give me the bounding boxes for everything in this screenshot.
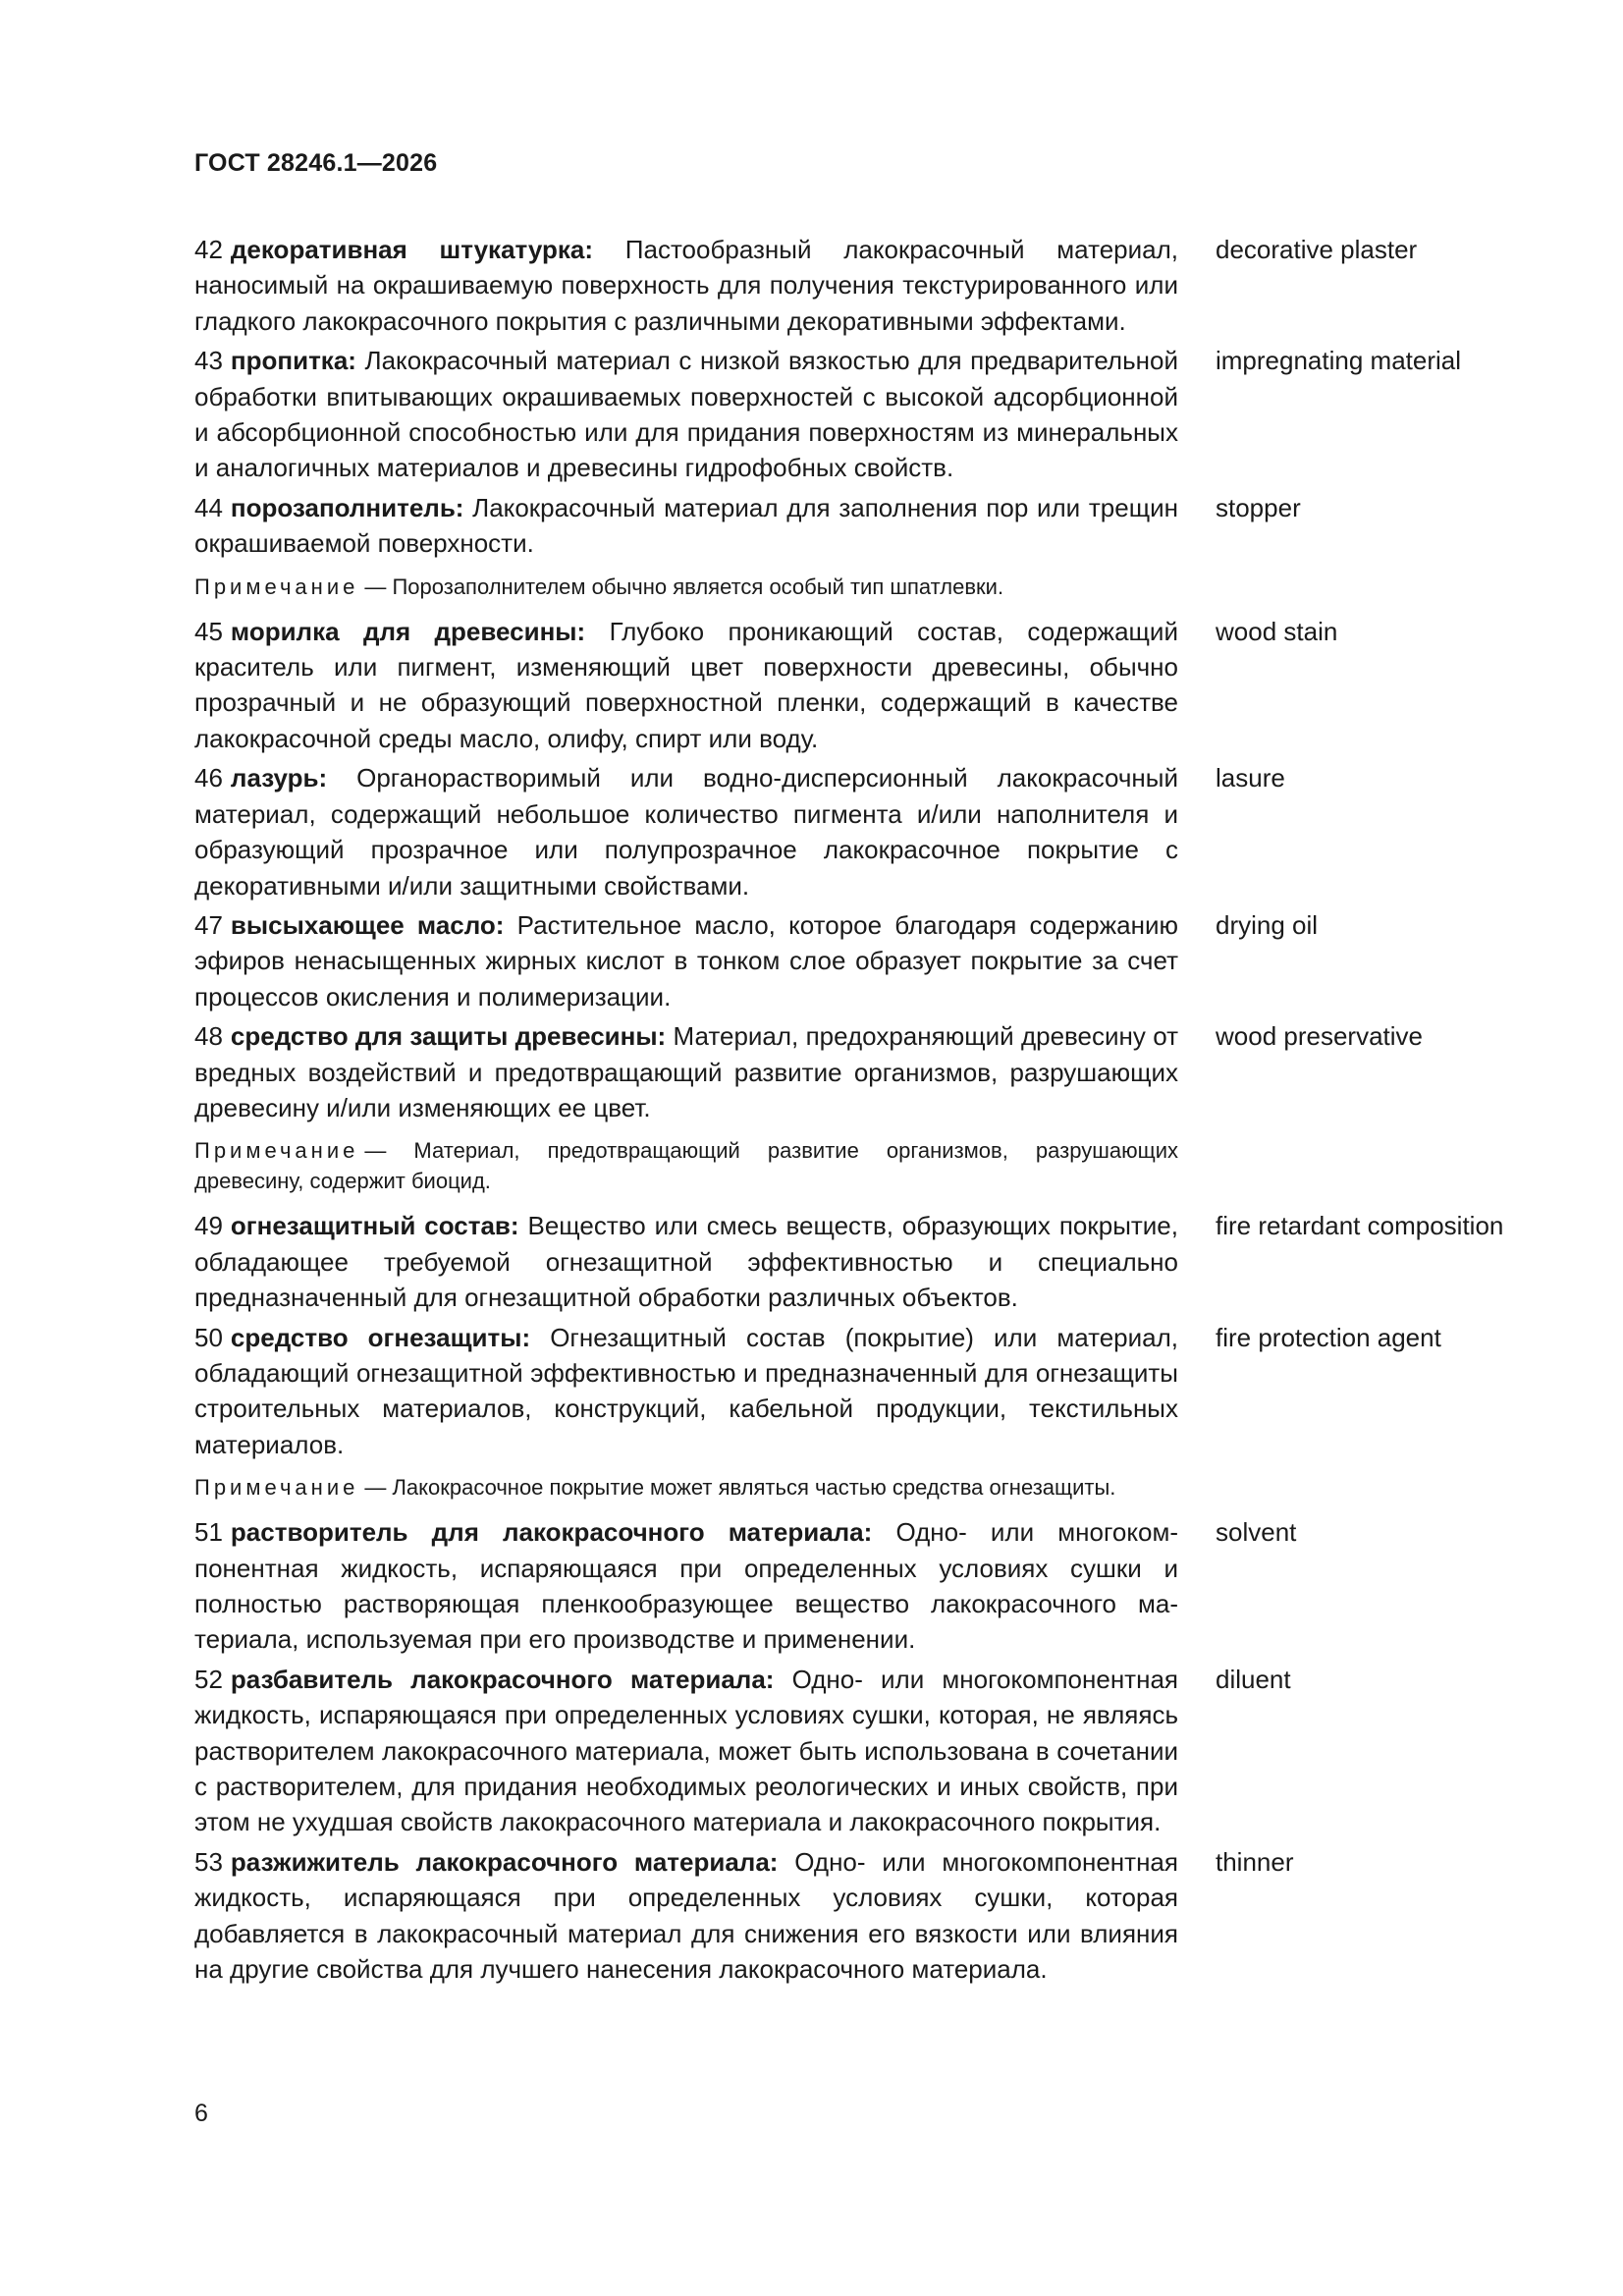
terms-list (194, 232, 1559, 1991)
note-text: — Лакокрасочное покрытие может являться частью средства огнезащиты. (364, 1475, 1116, 1501)
term-note (194, 572, 1178, 602)
term-definition-text: Лакокрасочный материал для заполнения пор или трещин окрашиваемой поверхности. (194, 492, 1178, 559)
term-number: 46 (194, 763, 223, 793)
term-name: растворитель для лакокрасочного материала: (230, 1517, 873, 1548)
term-name: огнезащитный состав: (230, 1211, 519, 1241)
term-entry (194, 1844, 1559, 1988)
term-entry (194, 907, 1559, 1014)
term-definition-text: Пастообразный лакокрасочный материал, наносимый на окрашиваемую поверхность для получения текстурированного или гладкого лакокрасочного покрытия с различными декоративными эффектами. (194, 235, 1178, 336)
note-text: — Материал, предотвращающий развитие организмов, разрушающих древесину, содержит биоцид. (194, 1138, 1178, 1194)
term-english-equivalent: lasure (1216, 763, 1285, 793)
term-name: средство огнезащиты: (230, 1322, 531, 1352)
term-name: морилка для древесины: (230, 616, 586, 646)
term-definition (194, 232, 1178, 339)
term-definition (194, 1208, 1178, 1315)
term-number: 47 (194, 909, 223, 940)
term-definition-text: Органорастворимый или водно-дисперсионный лакокрасочный материал, содержащий небольшое количество пигмента и/или наполнителя и образующий прозрачное или полупрозрачное лакокрасочное покрытие с декоративными и/или защитными свойствами. (194, 763, 1178, 901)
term-entry (194, 490, 1559, 562)
term-definition-text: Растительное масло, которое благодаря содержанию эфиров ненасыщенных жирных кислот в тонком слое образует покрытие за счет процессов окисления и полимеризации. (194, 909, 1178, 1011)
term-number: 48 (194, 1021, 223, 1052)
term-english-equivalent: impregnating material (1216, 346, 1462, 376)
term-number: 43 (194, 346, 223, 376)
term-number: 42 (194, 235, 223, 264)
term-definition-text: Вещество или смесь веществ, образующих покрытие, обладающее требуемой огнезащитной эффективностью и специально предназначенный для огнезащитной обработки различных объектов. (194, 1211, 1178, 1313)
term-definition (194, 760, 1178, 903)
term-entry (194, 1514, 1559, 1658)
term-definition (194, 1844, 1178, 1988)
term-name: средство для защиты древесины: (230, 1021, 667, 1052)
term-entry (194, 1018, 1559, 1125)
term-entry (194, 614, 1559, 757)
term-name: высыхающее масло: (230, 909, 505, 940)
term-english-equivalent: fire retardant composition (1216, 1211, 1504, 1241)
term-number: 45 (194, 616, 223, 646)
term-entry (194, 1208, 1559, 1315)
term-number: 50 (194, 1322, 223, 1352)
page-number: 6 (194, 2100, 208, 2127)
term-entry (194, 1662, 1559, 1840)
term-definition (194, 1018, 1178, 1125)
term-definition (194, 490, 1178, 562)
term-definition-text: Лакокрасочный материал с низкой вязкостью для предварительной обработки впитывающих окрашиваемых поверхностей с высокой адсорбционной и абсорбционной способностью или для придания поверхностям из минеральных и аналогичных материалов и древесины гидрофобных свойств. (194, 346, 1178, 483)
term-definition (194, 907, 1178, 1014)
term-number: 44 (194, 492, 223, 522)
term-name: разжижитель лакокрасочного материала: (230, 1846, 779, 1877)
term-note (194, 1135, 1178, 1196)
term-entry (194, 1320, 1559, 1463)
term-definition-text: Одно- или многокомпонентная жидкость, испаряющаяся при определенных условиях сушки, которая добавляется в лакокрасочный материал для снижения его вязкости или влияния на другие свойства для лучшего нанесения лакокрасочного материала. (194, 1846, 1178, 1985)
note-label: Примечание (194, 1475, 359, 1501)
term-english-equivalent: diluent (1216, 1664, 1291, 1694)
term-definition (194, 343, 1178, 486)
term-number: 52 (194, 1664, 223, 1694)
term-definition-text: Одно- или многокомпонентная жидкость, испаряющаяся при определенных условиях сушки, которая, не являясь растворителем лакокрасочного материала, может быть использована в сочетании с растворителем, для придания необходимых реологических и иных свойств, при этом не ухудшая свойств лакокрасочного материала и лакокрасочного покрытия. (194, 1664, 1178, 1837)
note-label: Примечание (194, 1138, 359, 1164)
term-definition (194, 1662, 1178, 1840)
term-definition-text: Огнезащитный состав (покрытие) или материал, обладающий огнезащитной эффективностью и предназначенный для огнезащиты строительных материалов, конструкций, кабельной продукции, текстильных материалов. (194, 1322, 1178, 1459)
term-definition (194, 1320, 1178, 1463)
term-number: 51 (194, 1517, 223, 1548)
note-label: Примечание (194, 574, 359, 599)
term-note (194, 1472, 1178, 1503)
term-name: разбавитель лакокрасочного материала: (230, 1664, 775, 1694)
term-number: 49 (194, 1211, 223, 1241)
term-english-equivalent: fire protection agent (1216, 1322, 1441, 1352)
term-definition-text: Одно- или многокомпонентная жидкость, испаряющаяся при определенных условиях сушки и полностью растворяющая пленкообразующее вещество лакокрасочного материала, используемая при его производстве и применении. (194, 1517, 1178, 1655)
term-definition (194, 614, 1178, 757)
term-english-equivalent: wood preservative (1216, 1021, 1423, 1052)
term-name: лазурь: (230, 763, 328, 793)
term-english-equivalent: wood stain (1216, 616, 1338, 646)
term-number: 53 (194, 1846, 223, 1877)
term-name: пропитка: (230, 346, 356, 376)
term-name: порозаполнитель: (230, 492, 464, 522)
document-header: ГОСТ 28246.1—2026 (194, 149, 438, 177)
term-entry (194, 760, 1559, 903)
term-entry (194, 232, 1559, 339)
term-english-equivalent: drying oil (1216, 909, 1319, 940)
term-definition-text: Материал, предохраняющий древесину от вредных воздействий и предотвращающий развитие организмов, разрушающих древесину и/или изменяющих ее цвет. (194, 1021, 1178, 1122)
term-english-equivalent: solvent (1216, 1517, 1297, 1548)
term-entry (194, 343, 1559, 486)
term-english-equivalent: decorative plaster (1216, 235, 1418, 264)
term-name: декоративная штукатурка: (230, 235, 594, 264)
term-definition (194, 1514, 1178, 1658)
term-english-equivalent: thinner (1216, 1846, 1294, 1877)
note-text: — Порозаполнителем обычно является особый тип шпатлевки. (364, 574, 1004, 599)
term-definition-text: Глубоко проникающий состав, содержащий краситель или пигмент, изменяющий цвет поверхности древесины, обычно прозрачный и не образующий поверхностной пленки, содержащий в качестве лакокрасочной среды масло, олифу, спирт или воду. (194, 616, 1178, 753)
term-english-equivalent: stopper (1216, 492, 1301, 522)
